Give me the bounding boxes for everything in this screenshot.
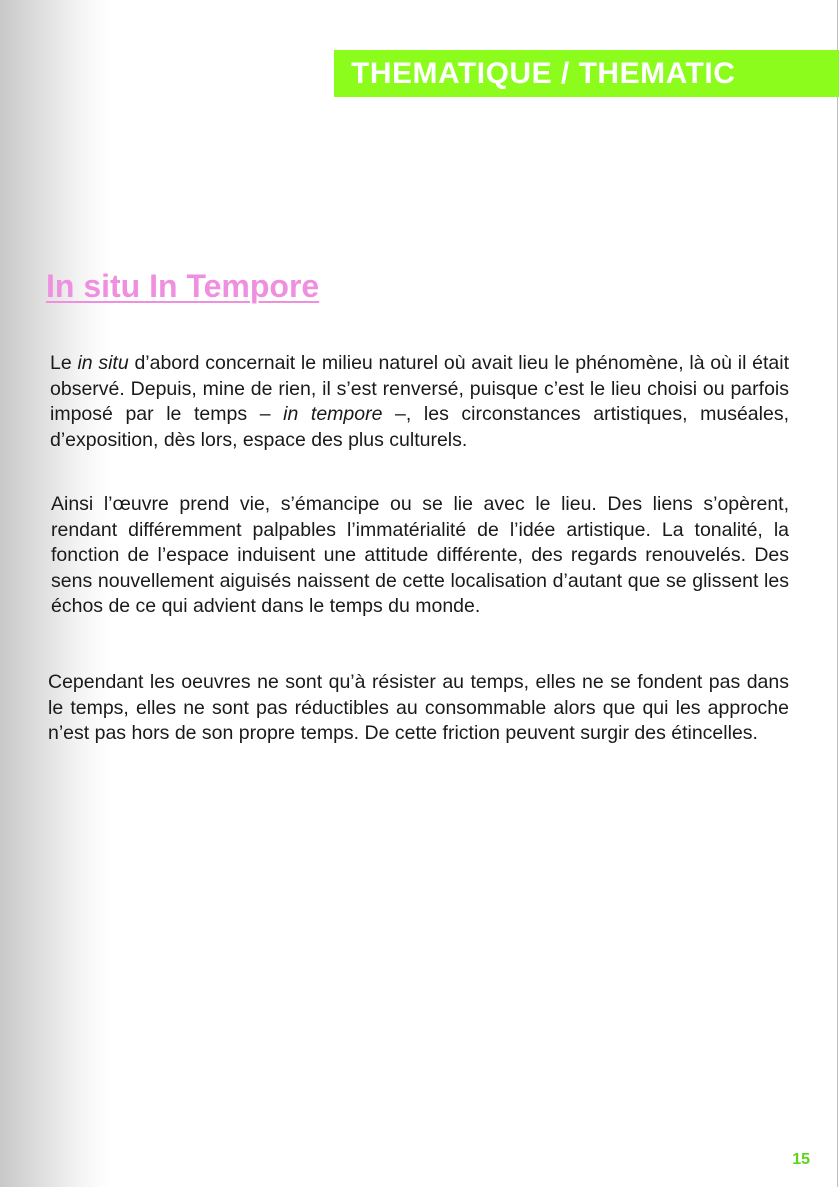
paragraph-3-text: Cependant les oeuvres ne sont qu’à résister au temps, elles ne se fondent pas dans le temps, elles ne sont pas réductibles au consommable alors que qui les approche n’est pas hors de son propre temps. De cette friction peuvent surgir des étincelles.: [48, 671, 789, 744]
italic-segment: in tempore: [283, 403, 383, 425]
text-segment: Le: [50, 352, 78, 374]
text-segment: –, les circonstances artistiques, muséales, d’exposition, dès lors, espace des plus culturels.: [50, 403, 789, 451]
italic-segment: in situ: [77, 352, 129, 374]
page-number: 15: [792, 1151, 810, 1168]
paragraph-1-text: [50, 352, 789, 451]
text-segment: d’abord concernait le milieu naturel où avait lieu le phénomène, là où il était observé. Depuis, mine de rien, il s’est renversé, puisque c’est le lieu choisi ou parfois imposé par le temps –: [50, 352, 789, 425]
section-label: THEMATIQUE / THEMATIC: [351, 56, 736, 90]
paragraph-3: [48, 670, 789, 747]
section-banner: [334, 50, 839, 97]
paragraph-2: [51, 492, 789, 620]
page-edge: [837, 0, 838, 1187]
article-title: In situ In Tempore: [46, 268, 320, 304]
paragraph-1: [50, 351, 789, 453]
paragraph-2-text: Ainsi l’œuvre prend vie, s’émancipe ou se lie avec le lieu. Des liens s’opèrent, rendant différemment palpables l’immatérialité de l’idée artistique. La tonalité, la fonction de l’espace induisent une attitude différente, des regards renouvelés. Des sens nouvellement aiguisés naissent de cette localisation d’autant que se glissent les échos de ce qui advient dans le temps du monde.: [51, 493, 789, 617]
